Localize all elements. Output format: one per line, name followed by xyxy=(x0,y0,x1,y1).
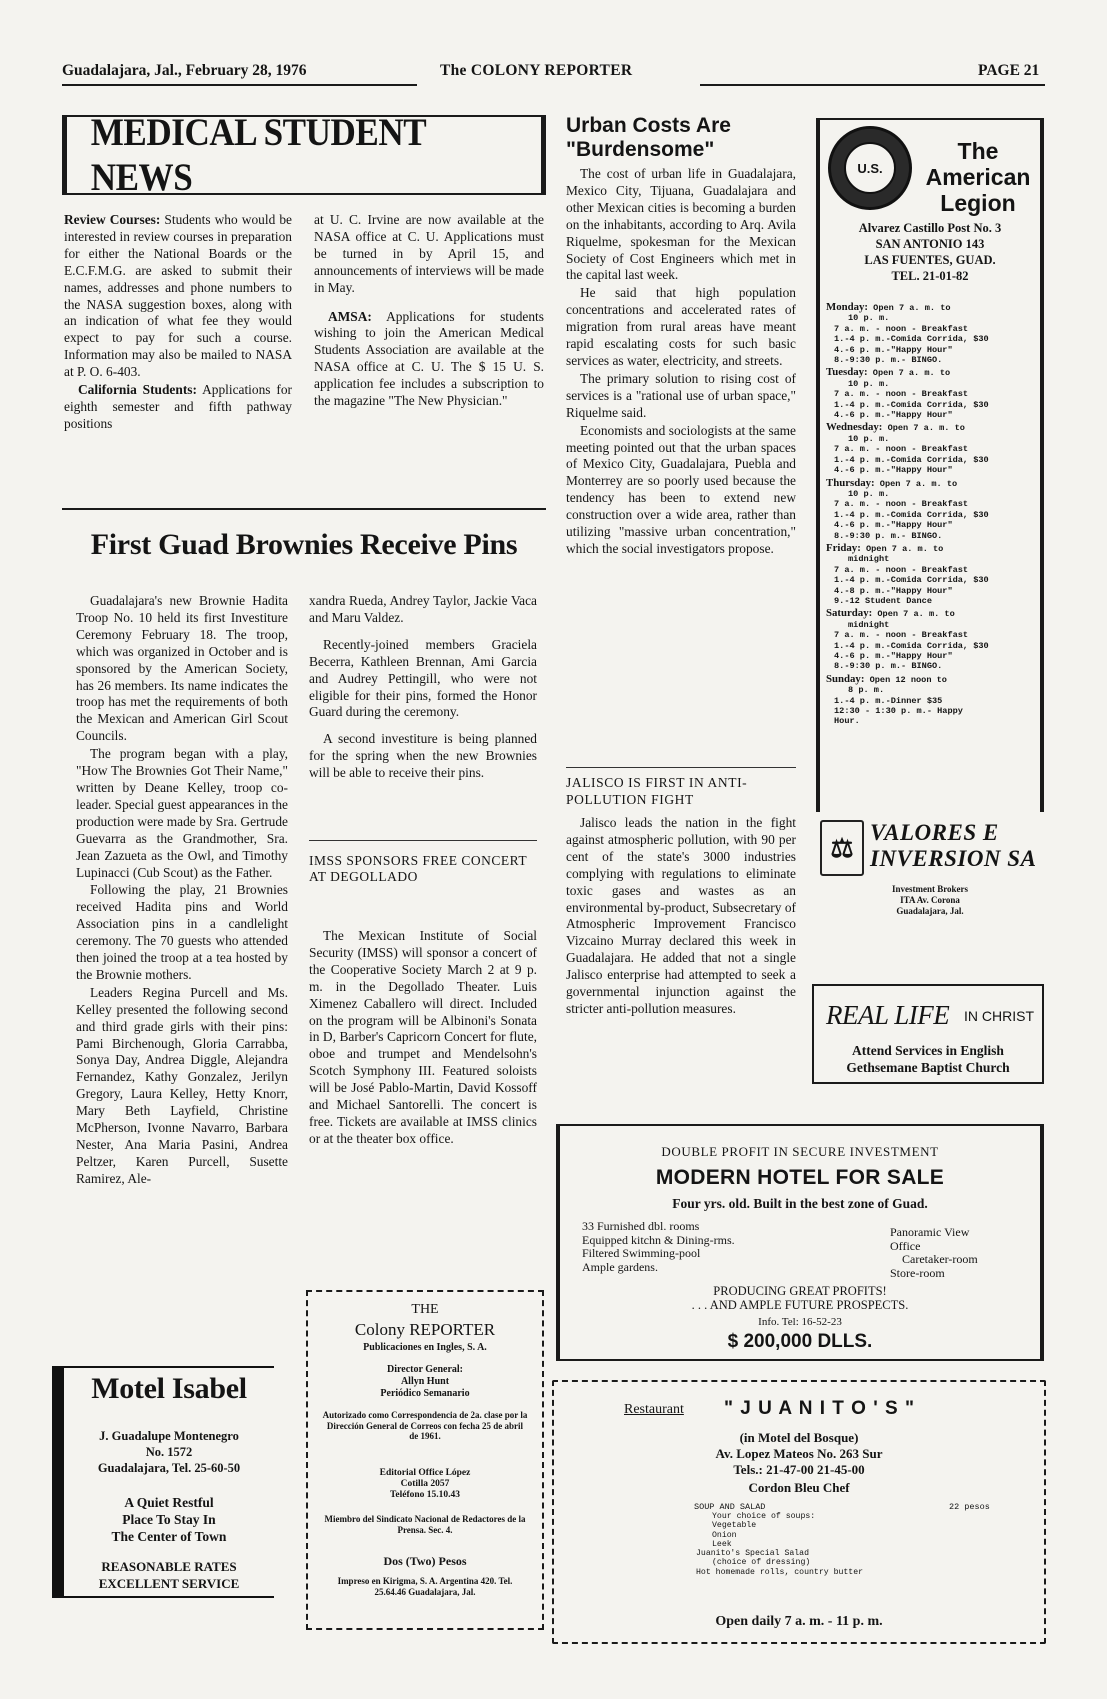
header-page-number: PAGE 21 xyxy=(978,62,1040,79)
valores-ad xyxy=(816,812,1044,920)
jalisco-headline: JALISCO IS FIRST IN ANTI-POLLUTION FIGHT xyxy=(566,775,748,807)
modern-feature: Equipped kitchn & Dining-rms. xyxy=(582,1232,735,1247)
valores-details xyxy=(816,884,1044,917)
juanitos-phones: Tels.: 21-47-00 21-45-00 xyxy=(733,1462,865,1477)
legion-schedule-text: Open 7 a. m. to xyxy=(873,303,951,313)
motel-rates-line: REASONABLE RATES xyxy=(101,1559,237,1574)
legion-schedule-line xyxy=(826,565,1038,575)
legion-schedule-text: Open 7 a. m. to xyxy=(879,478,958,489)
modern-subtitle: Four yrs. old. Built in the best zone of Guad. xyxy=(672,1196,928,1211)
jalisco-text: Jalisco leads the nation in the fight against atmospheric pollution, with 90 per cent of the state's 3000 industries complying with regulations to eliminate toxic gases and wastes as an environmental by-product, Subsecretary of Atmospheric Improvement Francisco Vizcaino Murray declared this week in Guadalajara. He added that not a single Jalisco enterprise had attempted to seek a governmental injunction against the stricter anti-pollution measures. xyxy=(566,815,796,1016)
reallife-line: Gethsemane Baptist Church xyxy=(846,1060,1010,1075)
imss-rule xyxy=(309,840,537,841)
juanitos-hours: Open daily 7 a. m. - 11 p. m. xyxy=(715,1614,883,1629)
motel-address-line: No. 1572 xyxy=(145,1445,193,1459)
brownies-column-2 xyxy=(309,593,537,783)
imss-body xyxy=(309,928,537,1149)
colony-director-label: Director General: xyxy=(387,1364,463,1375)
brownies-paragraph: Following the play, 21 Brownies received Hadita pins and World Association pins in a candlelight ceremony. The 70 guests who attended then joined the troop at a tea hosted by the Brownie mothers. xyxy=(76,882,288,982)
medical-title: MEDICAL STUDENT NEWS xyxy=(90,111,426,199)
legion-schedule-text: 7 a. m. - noon - Breakfast xyxy=(834,499,969,510)
valores-line: ITA Av. Corona xyxy=(900,895,960,905)
motel-title: Motel Isabel xyxy=(91,1372,247,1405)
legion-schedule-line xyxy=(826,465,1038,475)
colony-name: Colony REPORTER xyxy=(354,1320,496,1339)
legion-schedule-text: 4.-8 p. m.-"Happy Hour" xyxy=(834,585,953,596)
legion-schedule-text: 1.-4 p. m.-Comida Corrida, $30 xyxy=(834,640,989,651)
motel-service-line: EXCELLENT SERVICE xyxy=(98,1576,240,1591)
imss-text: The Mexican Institute of Social Security (IMSS) will sponsor a concert of the Cooperative Society March 2 at 9 p. m. in the Degollado Theater. Luis Ximenez Caballero will direct. Included on the program will be Albinoni's Sonata in D, Barber's Capricorn Concert for flute, oboe and trumpet and Mendelsohn's Scotch Symphony III. Featured soloists will be José Pablo-Martin, David Kossoff and Michael Santorelli. The concert is free. Tickets are available at IMSS clinics or at the theater box office. xyxy=(309,928,537,1146)
juanitos-menu-item: Juanito's Special Salad xyxy=(696,1549,810,1559)
brownies-paragraph: A second investiture is being planned for the spring when the new Brownies will be able to receive their pins. xyxy=(309,731,537,781)
legion-schedule-day xyxy=(826,422,1038,475)
urban-paragraph: He said that high population concentrations and accelerated rates of migration from rural areas have meant rapid escalating costs for such basic services as water, electricity, and streets. xyxy=(566,285,796,368)
legion-schedule-line xyxy=(826,455,1038,465)
modern-profits xyxy=(560,1284,1040,1312)
legion-schedule xyxy=(826,302,1038,729)
modern-feature: Filtered Swimming-pool xyxy=(582,1246,701,1260)
legion-schedule-line xyxy=(826,685,1038,695)
imss-headline: IMSS SPONSORS FREE CONCERT AT DEGOLLADO xyxy=(309,853,527,884)
legion-schedule-line xyxy=(826,696,1038,706)
legion-schedule-text: Open 7 a. m. to xyxy=(872,368,951,379)
colony-office xyxy=(308,1468,542,1501)
motel-ad xyxy=(52,1366,274,1598)
legion-schedule-day-label: Wednesday: xyxy=(826,421,883,434)
legion-schedule-line xyxy=(826,554,1038,564)
legion-schedule-text: 7 a. m. - noon - Breakfast xyxy=(834,323,969,334)
brownies-paragraph: The program began with a play, "How The Brownies Got Their Name," written by Deane Kelley, troop co-leader. Special guest appearances in the production were made by Sra. Gertrude Guevarra as the Grandmother, Sra. Jean Zazueta as the Owl, and Timothy Lupinacci (Cub Scout) as the Father. xyxy=(76,746,288,880)
colony-box xyxy=(306,1290,544,1630)
modern-feature: 33 Furnished dbl. rooms xyxy=(582,1219,700,1233)
legion-emblem-text: U.S. xyxy=(857,160,883,176)
legion-schedule-text: Open 7 a. m. to xyxy=(865,543,944,554)
legion-schedule-day xyxy=(826,608,1038,671)
valores-logo-icon: ⚖ xyxy=(820,820,864,876)
motel-address-line: Guadalajara, Tel. 25-60-50 xyxy=(97,1461,241,1475)
colony-office-line: Cotilla 2057 xyxy=(400,1479,450,1489)
legion-schedule-day-label: Thursday: xyxy=(826,476,875,489)
colony-sub: Publicaciones en Ingles, S. A. xyxy=(363,1342,487,1353)
legion-schedule-day xyxy=(826,543,1038,606)
juanitos-menu-item: Leek xyxy=(712,1539,732,1549)
urban-body xyxy=(566,166,796,559)
modern-feature: Store-room xyxy=(890,1265,945,1280)
motel-tag-line: The Center of Town xyxy=(111,1529,227,1544)
legion-schedule-text: 10 p. m. xyxy=(848,488,890,499)
brownies-paragraph: xandra Rueda, Andrey Taylor, Jackie Vaca and Maru Valdez. xyxy=(309,593,537,625)
brownies-paragraph: Leaders Regina Purcell and Ms. Kelley presented the following second and third grade girls with their pins: Pami Birchenough, Gloria Carrabba, Sonya Day, Andrea Diggle, Alejandra Fernandez, Kathy Gonzalez, Jerilyn Gregory, Laura Kelley, Hetty Knorr, Mary Beth Layfield, Christine McPherson, Ivonne Navarro, Barbara Nester, Ana Maria Pasini, Andrea Peltzer, Karen Purcell, Susette Ramirez, Ale- xyxy=(76,984,288,1186)
juanitos-menu-item: Onion xyxy=(712,1530,737,1540)
legion-schedule-day xyxy=(826,302,1038,365)
medical-california-text: Applications for eighth semester and fifth pathway positions xyxy=(64,382,292,431)
medical-irvine-text: at U. C. Irvine are now available at the NASA office at C. U. Applications must be turned in by April 15, and announcements of interviews will be made in May. xyxy=(314,212,544,295)
legion-schedule-text: 10 p. m. xyxy=(848,433,890,444)
modern-feature: Panoramic View xyxy=(890,1225,970,1239)
header-masthead: The COLONY REPORTER xyxy=(440,62,633,79)
valores-logo: VALORES E INVERSION SA xyxy=(870,820,1037,871)
juanitos-menu-item: Vegetable xyxy=(712,1521,757,1531)
modern-feature: Office xyxy=(890,1238,921,1253)
legion-schedule-text: 10 p. m. xyxy=(848,378,890,389)
legion-schedule-line xyxy=(826,510,1038,520)
legion-schedule-line xyxy=(826,334,1038,344)
legion-star-icon xyxy=(844,142,896,194)
medical-bottom-rule xyxy=(62,508,546,510)
legion-schedule-text: Open 12 noon to xyxy=(869,674,947,685)
legion-title-line: Legion xyxy=(940,190,1016,216)
legion-schedule-text: Open 7 a. m. to xyxy=(887,423,965,434)
legion-schedule-text: 7 a. m. - noon - Breakfast xyxy=(834,630,969,641)
legion-schedule-line xyxy=(826,345,1038,355)
modern-profit-line: PRODUCING GREAT PROFITS! xyxy=(713,1284,887,1298)
legion-schedule-text: 7 a. m. - noon - Breakfast xyxy=(834,444,969,455)
legion-schedule-line xyxy=(826,596,1038,606)
modern-feature: Ample gardens. xyxy=(582,1259,658,1274)
legion-schedule-line xyxy=(826,531,1038,541)
header-rule-right xyxy=(700,84,1045,86)
modern-price: $ 200,000 DLLS. xyxy=(727,1331,873,1352)
legion-schedule-day-label: Friday: xyxy=(826,541,861,554)
legion-schedule-line xyxy=(826,444,1038,454)
legion-title-line: American xyxy=(925,164,1031,190)
juanitos-chef: Cordon Bleu Chef xyxy=(748,1480,850,1495)
juanitos-price: 22 pesos xyxy=(949,1502,990,1512)
juanitos-ad xyxy=(552,1380,1046,1644)
medical-california-lead: California Students: xyxy=(78,382,197,398)
legion-schedule-line xyxy=(826,313,1038,323)
legion-ad xyxy=(816,118,1044,918)
colony-office-line: Editorial Office López xyxy=(379,1468,471,1478)
legion-emblem xyxy=(828,126,912,210)
legion-schedule-text: 8 p. m. xyxy=(848,685,885,696)
colony-printer: Impreso en Kirigma, S. A. Argentina 420. Tel. 25.64.46 Guadalajara, Jal. xyxy=(337,1576,513,1597)
urban-headline: Urban Costs Are "Burdensome" xyxy=(566,114,731,161)
legion-schedule-day xyxy=(826,674,1038,727)
motel-address xyxy=(64,1428,274,1476)
juanitos-location-line: Av. Lopez Mateos No. 263 Sur xyxy=(715,1446,883,1461)
legion-schedule-text: 4.-6 p. m.-"Happy Hour" xyxy=(834,520,953,531)
legion-schedule-line xyxy=(826,478,1038,489)
legion-schedule-line xyxy=(826,543,1038,554)
legion-address xyxy=(820,220,1040,284)
legion-schedule-line xyxy=(826,520,1038,530)
legion-schedule-line xyxy=(826,499,1038,509)
jalisco-body xyxy=(566,815,796,1019)
legion-schedule-text: 1.-4 p. m.-Dinner $35 xyxy=(834,695,943,706)
medical-column-1 xyxy=(64,212,292,434)
legion-schedule-text: 7 a. m. - noon - Breakfast xyxy=(834,564,969,575)
legion-schedule-text: 4.-6 p. m.-"Happy Hour" xyxy=(834,410,953,421)
legion-schedule-line xyxy=(826,661,1038,671)
motel-tag-line: A Quiet Restful xyxy=(124,1495,214,1510)
reallife-in-christ: IN CHRIST xyxy=(964,1008,1034,1024)
legion-phone: TEL. 21-01-82 xyxy=(891,269,969,283)
modern-features-left xyxy=(582,1220,842,1274)
legion-schedule-text: 7 a. m. - noon - Breakfast xyxy=(834,389,969,400)
legion-schedule-line xyxy=(826,379,1038,389)
colony-office-line: Teléfono 15.10.43 xyxy=(389,1490,461,1500)
colony-the: THE xyxy=(411,1302,439,1317)
juanitos-menu-item: (choice of dressing) xyxy=(712,1558,811,1568)
legion-schedule-line xyxy=(826,324,1038,334)
legion-schedule-text: 1.-4 p. m.-Comida Corrida, $30 xyxy=(834,509,989,520)
legion-title xyxy=(916,138,1040,216)
medical-amsa-text: Applications for students wishing to join the American Medical Students Association are available at the NASA office at C. U. The $ 15 U. S. application fee includes a subscription to the magazine "The New Physician." xyxy=(314,308,544,409)
legion-schedule-text: 1.-4 p. m.-Comida Corrida, $30 xyxy=(834,334,989,345)
juanitos-label: Restaurant xyxy=(624,1402,684,1417)
legion-schedule-line xyxy=(826,434,1038,444)
medical-review-lead: Review Courses: xyxy=(64,212,161,227)
medical-review-text: Students who would be interested in review courses in preparation for either the National Boards or the E.C.F.M.G. are asked to submit their names, addresses and phone numbers to the NASA suggestion boxes, along with an indication of what fee they would expect to pay for such a course. Information may also be mailed to NASA at P. O. 6-403. xyxy=(64,212,292,380)
brownies-column-1 xyxy=(76,593,288,1189)
juanitos-location-line: (in Motel del Bosque) xyxy=(739,1430,859,1445)
colony-director-name: Allyn Hunt xyxy=(400,1376,450,1387)
juanitos-menu-item: Hot homemade rolls, country butter xyxy=(696,1567,864,1577)
medical-column-2 xyxy=(314,212,544,411)
legion-schedule-day-label: Saturday: xyxy=(826,607,873,620)
legion-schedule-text: 4.-6 p. m.-"Happy Hour" xyxy=(834,344,953,355)
urban-paragraph: The primary solution to rising cost of services is a "rational use of urban space," Riquelme said. xyxy=(566,370,796,420)
legion-schedule-line xyxy=(826,410,1038,420)
legion-schedule-day xyxy=(826,478,1038,541)
legion-schedule-text: Open 7 a. m. to xyxy=(877,609,955,620)
modern-feature: Caretaker-room xyxy=(902,1252,978,1266)
urban-paragraph: Economists and sociologists at the same meeting pointed out that the urban spaces of Mexico City, Guadalajara, Puebla and Monterrey are so poorly used because the tendency has been to extend new construction over a wide area, rather than utilizing "massive urban concentration," which the social investigators propose. xyxy=(566,422,796,556)
legion-schedule-text: 8.-9:30 p. m.- BINGO. xyxy=(834,661,943,672)
jalisco-rule xyxy=(566,767,796,768)
brownies-headline: First Guad Brownies Receive Pins xyxy=(90,528,518,561)
legion-schedule-text: 4.-6 p. m.-"Happy Hour" xyxy=(834,651,953,661)
legion-schedule-day xyxy=(826,367,1038,420)
legion-schedule-line xyxy=(826,586,1038,596)
legion-schedule-text: 1.-4 p. m.-Comida Corrida, $30 xyxy=(834,454,989,465)
reallife-logo: REAL LIFE xyxy=(826,1000,950,1030)
legion-schedule-line xyxy=(826,355,1038,365)
legion-schedule-text: 12:30 - 1:30 p. m.- Happy xyxy=(834,706,963,717)
juanitos-menu-item: Your choice of soups: xyxy=(712,1512,816,1521)
legion-schedule-text: 8.-9:30 p. m.- BINGO. xyxy=(834,530,943,541)
legion-schedule-day-label: Sunday: xyxy=(826,672,865,685)
reallife-line: Attend Services in English xyxy=(852,1043,1004,1058)
juanitos-menu-head: SOUP AND SALAD xyxy=(694,1502,766,1512)
modern-info: Info. Tel: 16-52-23 xyxy=(758,1316,842,1328)
legion-schedule-line xyxy=(826,422,1038,433)
legion-schedule-day-label: Monday: xyxy=(826,301,868,313)
header-dateline: Guadalajara, Jal., February 28, 1976 xyxy=(62,62,307,79)
brownies-paragraph: Guadalajara's new Brownie Hadita Troop No. 10 held its first Investiture Ceremony February 18. The troop, which was organized in October and is sponsored by the American Society, has 26 members. Its name indicates the troop has met the requirements of both the Mexican and American Girl Scout Councils. xyxy=(76,593,288,744)
legion-schedule-text: 1.-4 p. m.-Comida Corrida, $30 xyxy=(834,575,989,586)
reallife-ad xyxy=(812,984,1044,1084)
motel-address-line: J. Guadalupe Montenegro xyxy=(99,1429,239,1443)
brownies-paragraph: Recently-joined members Graciela Becerra, Kathleen Brennan, Ami Garcia and Audrey Pettingill, who were not eligible for their pins, formed the Honor Guard during the ceremony. xyxy=(309,636,537,720)
legion-title-line: The xyxy=(957,138,999,164)
modern-title: MODERN HOTEL FOR SALE xyxy=(655,1166,945,1189)
legion-schedule-line xyxy=(826,674,1038,685)
legion-schedule-text: 8.-9:30 p. m.- BINGO. xyxy=(834,355,943,366)
motel-tagline xyxy=(64,1494,274,1545)
modern-kicker: DOUBLE PROFIT IN SECURE INVESTMENT xyxy=(661,1144,939,1159)
medical-title-box xyxy=(62,111,546,199)
legion-schedule-line xyxy=(826,651,1038,661)
legion-schedule-text: midnight xyxy=(848,619,890,630)
legion-schedule-line xyxy=(826,400,1038,410)
valores-line: Investment Brokers xyxy=(891,884,969,894)
juanitos-menu xyxy=(696,1512,936,1577)
modern-profit-line: . . . AND AMPLE FUTURE PROSPECTS. xyxy=(691,1298,909,1312)
legion-schedule-line xyxy=(826,302,1038,313)
valores-line: Guadalajara, Jal. xyxy=(896,906,964,916)
modern-features-right xyxy=(890,1226,1030,1280)
legion-schedule-line xyxy=(826,367,1038,378)
legion-schedule-day-label: Tuesday: xyxy=(826,366,868,379)
legion-schedule-line xyxy=(826,389,1038,399)
header-rule-left xyxy=(62,84,417,86)
legion-schedule-line xyxy=(826,641,1038,651)
legion-schedule-line xyxy=(826,630,1038,640)
legion-schedule-line xyxy=(826,608,1038,619)
motel-tag-line: Place To Stay In xyxy=(122,1512,216,1527)
legion-schedule-text: Hour. xyxy=(834,716,860,727)
reallife-details xyxy=(814,1042,1042,1076)
legion-post: Alvarez Castillo Post No. 3 xyxy=(858,221,1002,235)
juanitos-name: " J U A N I T O ' S " xyxy=(724,1398,915,1419)
colony-member: Miembro del Sindicato Nacional de Redactores de la Prensa. Sec. 4. xyxy=(324,1514,526,1535)
legion-schedule-text: midnight xyxy=(848,554,890,565)
urban-paragraph: The cost of urban life in Guadalajara, Mexico City, Tijuana, Guadalajara and other Mexican cities is becoming a burden on the inhabitants, according to Arq. Avila Riquelme, spokesman for the Mexican Society of Cost Engineers which met in the capital last week. xyxy=(566,166,796,283)
motel-rates xyxy=(64,1558,274,1592)
colony-price: Dos (Two) Pesos xyxy=(383,1554,467,1568)
legion-schedule-line xyxy=(826,706,1038,716)
legion-address-line: LAS FUENTES, GUAD. xyxy=(864,253,996,267)
colony-auth: Autorizado como Correspondencia de 2a. clase por la Dirección General de Correos con fecha 25 de abril de 1961. xyxy=(322,1410,528,1441)
legion-schedule-line xyxy=(826,575,1038,585)
legion-schedule-line xyxy=(826,620,1038,630)
legion-schedule-text: 10 p. m. xyxy=(848,313,890,324)
legion-schedule-text: 1.-4 p. m.-Comida Corrida, $30 xyxy=(834,399,989,410)
colony-director-role: Periódico Semanario xyxy=(380,1388,470,1399)
legion-schedule-line xyxy=(826,489,1038,499)
medical-amsa-lead: AMSA: xyxy=(328,308,372,324)
legion-schedule-text: 9.-12 Student Dance xyxy=(834,595,932,606)
colony-director xyxy=(308,1364,542,1400)
juanitos-location xyxy=(554,1430,1044,1496)
legion-schedule-line xyxy=(826,716,1038,726)
legion-schedule-text: 4.-6 p. m.-"Happy Hour" xyxy=(834,465,953,476)
modern-hotel-ad xyxy=(556,1124,1044,1361)
legion-address-line: SAN ANTONIO 143 xyxy=(875,237,985,251)
